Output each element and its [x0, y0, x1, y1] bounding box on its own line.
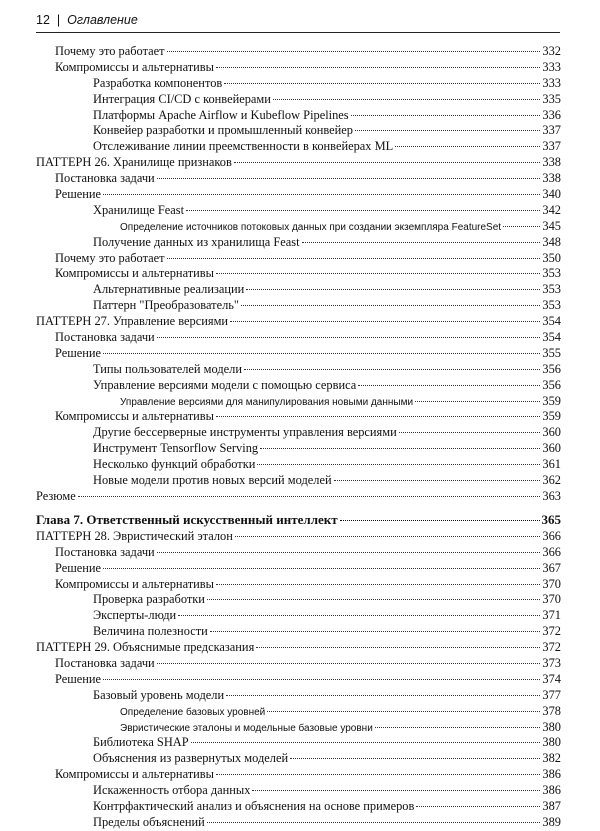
toc-entry-title: Конвейер разработки и промышленный конвейер [93, 123, 353, 138]
toc-entry-page: 366 [542, 544, 561, 559]
dot-leader [207, 822, 541, 823]
toc-entry [36, 592, 561, 608]
toc-entry-title: Резюме [36, 488, 76, 503]
toc-entry-title: ПАТТЕРН 29. Объяснимые предсказания [36, 640, 255, 655]
toc-entry [36, 640, 561, 656]
dot-leader [210, 631, 541, 632]
chapter-entry [36, 512, 561, 529]
dot-leader [290, 758, 540, 759]
header-title: Оглавление [67, 13, 138, 27]
toc-entry [36, 815, 561, 831]
toc-entry [36, 314, 561, 330]
toc-entry-title: Пределы объяснений [93, 814, 205, 829]
toc-entry [36, 767, 561, 783]
page-number: 12 [36, 13, 50, 27]
dot-leader [103, 568, 540, 569]
dot-leader [241, 305, 540, 306]
toc-entry [36, 108, 561, 124]
dot-leader [358, 385, 540, 386]
dot-leader [78, 496, 541, 497]
toc-entry-title: Компромиссы и альтернативы [55, 576, 214, 591]
toc-entry-page: 374 [542, 671, 561, 686]
dot-leader [216, 67, 540, 68]
toc-entry-title: Почему это работает [55, 44, 165, 58]
toc-entry-page: 359 [542, 393, 561, 408]
toc-entry-page: 335 [542, 91, 561, 106]
toc-entry [36, 203, 561, 219]
toc-entry-page: 337 [542, 123, 561, 138]
toc-entry-title: Величина полезности [93, 624, 208, 639]
toc-entry [36, 251, 561, 267]
dot-leader [157, 552, 541, 553]
toc-entry-title: ПАТТЕРН 28. Эвристический эталон [36, 528, 233, 543]
toc-entry-title: Типы пользователей модели [93, 361, 242, 376]
dot-leader [167, 258, 541, 259]
dot-leader [191, 742, 541, 743]
toc-entry [36, 783, 561, 799]
dot-leader [267, 711, 540, 712]
toc-entry-title: Библиотека SHAP [93, 735, 189, 750]
toc-entry [36, 577, 561, 593]
dot-leader [235, 536, 541, 537]
toc-entry-page: 353 [542, 282, 561, 297]
toc-entry-title: Компромиссы и альтернативы [55, 266, 214, 281]
toc-entry [36, 688, 561, 704]
dot-leader [355, 130, 540, 131]
dot-leader [273, 99, 541, 100]
toc-entry-title: Несколько функций обработки [93, 457, 256, 472]
toc-entry-page: 342 [542, 202, 561, 217]
toc-entry-page: 367 [542, 560, 561, 575]
toc-entry-title: Интеграция CI/CD с конвейерами [93, 91, 271, 106]
toc-entry [36, 139, 561, 155]
toc-entry-title: Управление версиями для манипулирования новыми данными [120, 396, 414, 408]
toc-entry-title: Определение базовых уровней [120, 706, 266, 718]
dot-leader [334, 480, 541, 481]
toc-entry-page: 380 [542, 735, 561, 750]
toc-entry-title: Получение данных из хранилища Feast [93, 234, 300, 249]
toc-entry-title: Разработка компонентов [93, 75, 223, 90]
toc-entry-page: 333 [542, 75, 561, 90]
dot-leader [244, 369, 540, 370]
toc-entry [36, 44, 561, 60]
dot-leader [178, 615, 540, 616]
toc-entry [36, 76, 561, 92]
toc-entry [36, 330, 561, 346]
toc-entry-page: 377 [542, 687, 561, 702]
toc-entry [36, 171, 561, 187]
dot-leader [416, 806, 540, 807]
toc-entry-title: Постановка задачи [55, 655, 155, 670]
dot-leader [186, 210, 540, 211]
dot-leader [103, 679, 540, 680]
toc-entry-title: Искаженность отбора данных [93, 783, 251, 798]
toc-entry-title: Компромиссы и альтернативы [55, 59, 214, 74]
toc-entry-page: 359 [542, 409, 561, 424]
toc-entry-title: Постановка задачи [55, 544, 155, 559]
dot-leader [157, 337, 541, 338]
dot-leader [375, 727, 541, 728]
toc-entry-page: 354 [542, 330, 561, 345]
toc-entry-title: ПАТТЕРН 26. Хранилище признаков [36, 155, 232, 170]
toc-entry-title: Альтернативные реализации [93, 282, 245, 297]
dot-leader [399, 432, 541, 433]
toc-entry-page: 380 [542, 719, 561, 734]
toc-entry-title: Проверка разработки [93, 592, 205, 607]
toc-entry-page: 361 [542, 457, 561, 472]
toc-entry-title: Решение [55, 560, 102, 575]
dot-leader [207, 599, 540, 600]
toc-entry-title: Решение [55, 187, 102, 202]
dot-leader [157, 178, 541, 179]
toc-entry-page: 350 [542, 250, 561, 265]
header-rule [36, 32, 560, 33]
toc-entry [36, 298, 561, 314]
dot-leader [216, 416, 540, 417]
toc-entry [36, 608, 561, 624]
toc-entry-page: 360 [542, 441, 561, 456]
dot-leader [246, 289, 540, 290]
toc-entry-title: Решение [55, 345, 102, 360]
toc-entry-title: Постановка задачи [55, 171, 155, 186]
toc-entry-title: Базовый уровень модели [93, 687, 225, 702]
toc-entry-title: Инструмент Tensorflow Serving [93, 441, 259, 456]
toc-entry-page: 382 [542, 751, 561, 766]
toc-entry-page: 370 [542, 592, 561, 607]
toc-entry-title: Другие бессерверные инструменты управления версиями [93, 425, 397, 440]
toc-entry [36, 219, 561, 235]
dot-leader [252, 790, 540, 791]
toc-entry-title: Эвристические эталоны и модельные базовые уровни [120, 722, 373, 734]
toc-entry-page: 356 [542, 377, 561, 392]
toc-entry [36, 489, 561, 505]
toc-entry [36, 545, 561, 561]
toc-entry-title: Платформы Apache Airflow и Kubeflow Pipelines [93, 107, 349, 122]
toc-entry-page: 387 [542, 798, 561, 813]
toc-entry-title: Компромиссы и альтернативы [55, 767, 214, 782]
toc-entry [36, 624, 561, 640]
toc-entry [36, 394, 561, 410]
toc-entry-title: Решение [55, 671, 102, 686]
toc-entry-page: 345 [542, 218, 561, 233]
toc-entry [36, 441, 561, 457]
dot-leader [257, 464, 540, 465]
toc-entry-page: 389 [542, 814, 561, 829]
dot-leader [216, 584, 540, 585]
toc-entry [36, 187, 561, 203]
toc-entry-title: Паттерн "Преобразователь" [93, 298, 239, 313]
toc-entry-page: 373 [542, 655, 561, 670]
toc-entry [36, 751, 561, 767]
toc-entry-title: Объяснения из развернутых моделей [93, 751, 289, 766]
toc-entry-title: Новые модели против новых версий моделей [93, 473, 332, 488]
dot-leader [503, 226, 540, 227]
toc-entry [36, 735, 561, 751]
toc-entry [36, 457, 561, 473]
toc-entry-page: 348 [542, 234, 561, 249]
toc-entry [36, 155, 561, 171]
toc-entry [36, 378, 561, 394]
header-separator: | [56, 13, 61, 27]
toc-entry-page: 338 [542, 155, 561, 170]
toc-entry [36, 799, 561, 815]
toc-entry [36, 425, 561, 441]
toc-entry [36, 346, 561, 362]
dot-leader [260, 448, 540, 449]
toc-entry-title: Постановка задачи [55, 330, 155, 345]
toc-entry-page: 336 [542, 107, 561, 122]
dot-leader [167, 51, 541, 52]
toc-entry-page: 362 [542, 473, 561, 488]
toc-entry-page: 378 [542, 703, 561, 718]
dot-leader [103, 194, 540, 195]
toc-entry-title: Почему это работает [55, 250, 165, 265]
toc-entry-page: 372 [542, 624, 561, 639]
toc-entry-title: Отслеживание линии преемственности в конвейерах ML [93, 139, 394, 154]
toc-entry [36, 656, 561, 672]
toc-entry [36, 672, 561, 688]
dot-leader [351, 115, 541, 116]
toc-entry-title: Управление версиями модели с помощью сервиса [93, 377, 357, 392]
toc-entry-title: ПАТТЕРН 27. Управление версиями [36, 314, 229, 329]
toc-entry-title: Определение источников потоковых данных при создании экземпляра FeatureSet [120, 221, 502, 233]
dot-leader [157, 663, 541, 664]
toc-entry-page: 353 [542, 266, 561, 281]
toc-entry-page: 356 [542, 361, 561, 376]
toc-entry [36, 529, 561, 545]
dot-leader [230, 321, 540, 322]
toc-entry-title: Эксперты-люди [93, 608, 177, 623]
dot-leader [395, 146, 540, 147]
dot-leader [415, 401, 540, 402]
toc-entry-page: 340 [542, 187, 561, 202]
toc-entry-page: 337 [542, 139, 561, 154]
toc-entry [36, 235, 561, 251]
toc-entry-page: 355 [542, 345, 561, 360]
toc-entry-page: 365 [541, 511, 561, 527]
dot-leader [340, 520, 540, 521]
toc-entry-page: 363 [542, 488, 561, 503]
running-header [36, 13, 560, 27]
toc-entry-page: 354 [542, 314, 561, 329]
toc-entry [36, 282, 561, 298]
toc-entry [36, 704, 561, 720]
table-of-contents [36, 44, 561, 831]
toc-entry-page: 360 [542, 425, 561, 440]
toc-entry-page: 386 [542, 783, 561, 798]
toc-entry-page: 353 [542, 298, 561, 313]
toc-entry [36, 362, 561, 378]
toc-entry [36, 561, 561, 577]
dot-leader [216, 273, 540, 274]
toc-entry-page: 333 [542, 59, 561, 74]
toc-entry-page: 338 [542, 171, 561, 186]
dot-leader [224, 83, 540, 84]
toc-entry-title: Хранилище Feast [93, 202, 185, 217]
dot-leader [226, 695, 540, 696]
toc-entry [36, 266, 561, 282]
toc-entry [36, 123, 561, 139]
toc-entry [36, 409, 561, 425]
toc-entry-page: 371 [542, 608, 561, 623]
toc-entry [36, 473, 561, 489]
toc-entry-page: 386 [542, 767, 561, 782]
toc-entry-page: 332 [542, 44, 561, 58]
toc-entry-page: 370 [542, 576, 561, 591]
dot-leader [256, 647, 540, 648]
toc-entry [36, 60, 561, 76]
toc-entry [36, 720, 561, 736]
dot-leader [234, 162, 541, 163]
toc-entry-page: 366 [542, 528, 561, 543]
dot-leader [103, 353, 540, 354]
toc-entry-title: Компромиссы и альтернативы [55, 409, 214, 424]
dot-leader [216, 774, 540, 775]
toc-entry-title: Контрфактический анализ и объяснения на основе примеров [93, 798, 415, 813]
dot-leader [302, 242, 541, 243]
toc-entry-title: Глава 7. Ответственный искусственный интеллект [36, 511, 338, 527]
toc-entry [36, 92, 561, 108]
toc-entry-page: 372 [542, 640, 561, 655]
